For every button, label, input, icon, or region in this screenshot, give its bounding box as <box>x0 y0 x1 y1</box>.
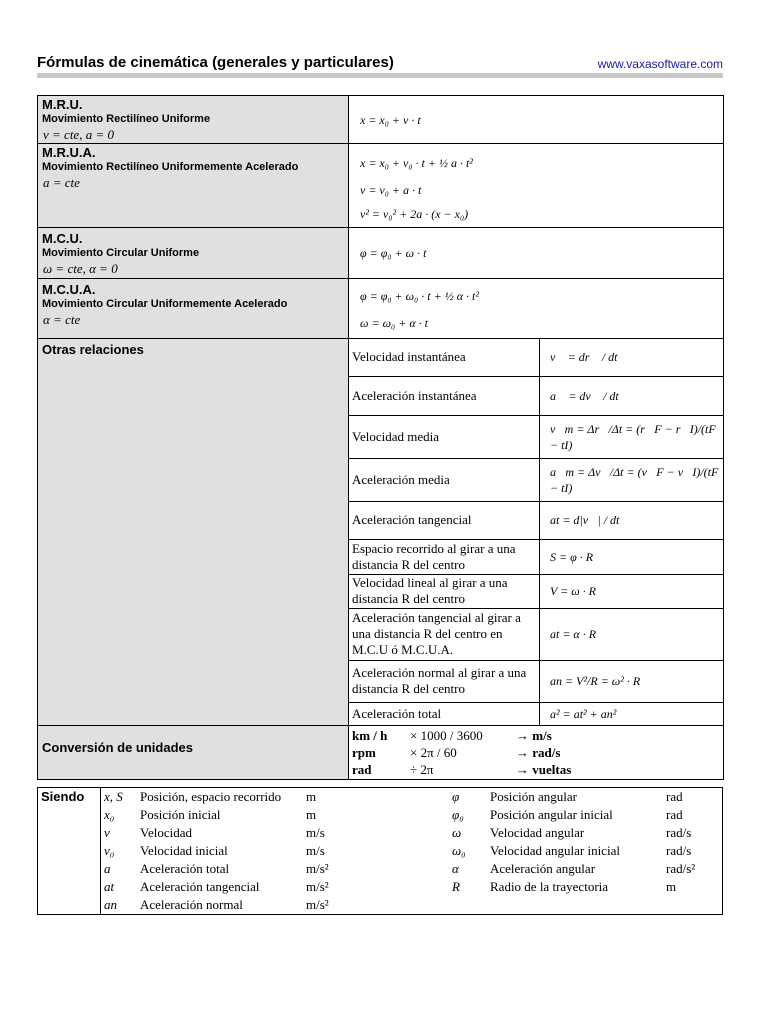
legend-unit: m/s² <box>306 861 329 876</box>
legend-description: Radio de la trayectoria <box>490 879 609 894</box>
relation-formula: a² = at² + an² <box>550 706 617 721</box>
relation-label: Velocidad media <box>349 415 540 458</box>
conversion-to: → rad/s <box>516 745 561 760</box>
legend-symbol: R <box>452 879 460 894</box>
legend-row <box>38 824 723 842</box>
mrua-section <box>38 144 724 228</box>
header-divider <box>37 73 723 78</box>
legend-symbol: φ₀ <box>452 807 464 822</box>
page-title: Fórmulas de cinemática (generales y particulares) <box>37 54 394 71</box>
mcua-condition: α = cte <box>43 312 81 327</box>
mrua-equation-torricelli: v² = v₀² + 2a · (x − x₀) <box>360 207 469 221</box>
relation-label: Aceleración total <box>349 702 540 725</box>
mcua-equation-angular-velocity: ω = ω₀ + α · t <box>360 316 428 330</box>
relation-row <box>349 539 723 574</box>
relation-label: Aceleración tangencial <box>349 501 540 539</box>
legend-description: Velocidad angular <box>490 825 585 840</box>
website-link[interactable]: www.vaxasoftware.com <box>597 57 723 71</box>
legend-symbol: ω₀ <box>452 843 466 858</box>
legend-row <box>38 788 723 807</box>
legend-row <box>38 896 723 915</box>
legend-unit: rad/s² <box>666 861 696 876</box>
legend-description: Posición angular <box>490 789 578 804</box>
legend-symbol: at <box>104 879 115 894</box>
legend-unit: m <box>666 879 677 894</box>
legend-row <box>38 860 723 878</box>
conversion-to: → vueltas <box>516 762 572 777</box>
conversion-from: rpm <box>352 745 376 760</box>
relation-formula: an = V²/R = ω² · R <box>540 660 724 702</box>
relation-formula: v⃗ = dr⃗ / dt <box>540 339 724 376</box>
legend-description: Aceleración angular <box>490 861 596 876</box>
mrua-title: M.R.U.A. <box>42 145 96 160</box>
mru-condition: v = cte, a = 0 <box>43 127 114 142</box>
conversion-section <box>38 726 724 780</box>
legend-description: Velocidad <box>140 825 192 840</box>
mcu-section <box>38 228 724 279</box>
mcu-equation: φ = φ₀ + ω · t <box>360 246 427 260</box>
mru-subtitle: Movimiento Rectilíneo Uniforme <box>42 113 211 125</box>
legend-symbol: v <box>104 825 110 840</box>
relation-formula: S = φ · R <box>540 539 724 574</box>
legend-unit: rad <box>666 789 683 804</box>
conversion-row <box>349 761 574 778</box>
mcu-condition: ω = cte, α = 0 <box>43 261 118 276</box>
legend-description: Posición, espacio recorrido <box>140 789 282 804</box>
mru-section <box>38 96 724 144</box>
mrua-condition: a = cte <box>43 175 80 190</box>
legend-unit: rad/s <box>666 825 692 840</box>
mcu-subtitle: Movimiento Circular Uniforme <box>42 247 200 259</box>
legend-unit: m/s² <box>306 897 329 912</box>
relation-row <box>349 376 723 415</box>
legend-unit: m <box>306 807 317 822</box>
conversion-from: km / h <box>352 728 388 743</box>
legend-table <box>37 787 723 915</box>
relation-label: Espacio recorrido al girar a una distancia R del centro <box>349 539 540 574</box>
relation-label: Aceleración instantánea <box>349 376 540 415</box>
page-header <box>37 54 723 74</box>
legend-unit: rad/s <box>666 843 692 858</box>
relations-table <box>349 339 723 725</box>
relation-row <box>349 574 723 608</box>
mcua-section <box>38 279 724 339</box>
relation-label: Aceleración tangencial al girar a una distancia R del centro en M.C.U ó M.C.U.A. <box>349 608 540 660</box>
conversion-title: Conversión de unidades <box>42 739 193 755</box>
relation-label: Aceleración media <box>349 458 540 501</box>
relation-formula: v⃗m = Δr⃗/Δt = (r⃗F − r⃗I)/(tF − tI) <box>540 415 724 458</box>
otras-section <box>38 339 724 726</box>
legend-symbol: v₀ <box>104 843 115 858</box>
otras-title: Otras relaciones <box>42 342 144 357</box>
mcu-title: M.C.U. <box>42 231 83 246</box>
relation-row <box>349 702 723 725</box>
legend-description: Velocidad angular inicial <box>490 843 620 858</box>
mcua-equation-angle: φ = φ₀ + ω₀ · t + ½ α · t² <box>360 289 479 303</box>
mru-equation: x = x₀ + v · t <box>360 112 421 127</box>
legend-symbol: an <box>104 897 117 912</box>
legend-description: Posición angular inicial <box>490 807 613 822</box>
relation-label: Velocidad instantánea <box>349 339 540 376</box>
relation-row <box>349 458 723 501</box>
legend-unit: rad <box>666 807 683 822</box>
relation-row <box>349 501 723 539</box>
legend-description: Aceleración total <box>140 861 230 876</box>
conversion-op: × 2π / 60 <box>410 745 457 760</box>
legend-unit: m/s <box>306 825 325 840</box>
conversion-op: × 1000 / 3600 <box>410 728 483 743</box>
legend-description: Posición inicial <box>140 807 221 822</box>
legend-symbol: ω <box>452 825 462 840</box>
legend-unit: m/s <box>306 843 325 858</box>
relation-row <box>349 608 723 660</box>
conversion-row <box>349 727 574 744</box>
legend-symbol: φ <box>452 789 460 804</box>
legend-symbol: x₀ <box>104 807 115 822</box>
legend-unit: m <box>306 789 317 804</box>
conversion-to: → m/s <box>516 728 552 743</box>
relation-formula: a⃗m = Δv⃗/Δt = (v⃗F − v⃗I)/(tF − tI) <box>540 458 724 501</box>
legend-description: Velocidad inicial <box>140 843 228 858</box>
conversion-from: rad <box>352 762 372 777</box>
mcua-title: M.C.U.A. <box>42 282 96 297</box>
legend-description: Aceleración tangencial <box>140 879 260 894</box>
mru-title: M.R.U. <box>42 97 83 112</box>
conversion-row <box>349 744 574 761</box>
conversion-op: ÷ 2π <box>410 762 434 777</box>
legend-symbol: a <box>104 861 111 876</box>
legend-row <box>38 842 723 860</box>
formulas-table <box>37 95 724 780</box>
relation-formula: V = ω · R <box>540 574 724 608</box>
mrua-equation-position: x = x₀ + v₀ · t + ½ a · t² <box>360 156 473 170</box>
mcua-subtitle: Movimiento Circular Uniformemente Acelerado <box>42 298 288 310</box>
legend-unit: m/s² <box>306 879 329 894</box>
legend-description: Aceleración normal <box>140 897 243 912</box>
relation-row <box>349 660 723 702</box>
legend-symbol: α <box>452 861 459 876</box>
relation-label: Aceleración normal al girar a una distancia R del centro <box>349 660 540 702</box>
legend-row <box>38 878 723 896</box>
relation-formula: at = d|v⃗| / dt <box>540 501 724 539</box>
legend-row <box>38 806 723 824</box>
legend-symbol: x, S <box>104 789 123 804</box>
relation-formula: at = α · R <box>540 608 724 660</box>
relation-label: Velocidad lineal al girar a una distancia R del centro <box>349 574 540 608</box>
relation-row <box>349 415 723 458</box>
mrua-equation-velocity: v = v₀ + a · t <box>360 183 422 197</box>
mrua-subtitle: Movimiento Rectilíneo Uniformemente Acelerado <box>42 161 299 173</box>
relation-formula: a⃗ = dv⃗ / dt <box>540 376 724 415</box>
relation-row <box>349 339 723 376</box>
conversion-table <box>349 727 574 778</box>
legend-title: Siendo <box>38 788 101 915</box>
